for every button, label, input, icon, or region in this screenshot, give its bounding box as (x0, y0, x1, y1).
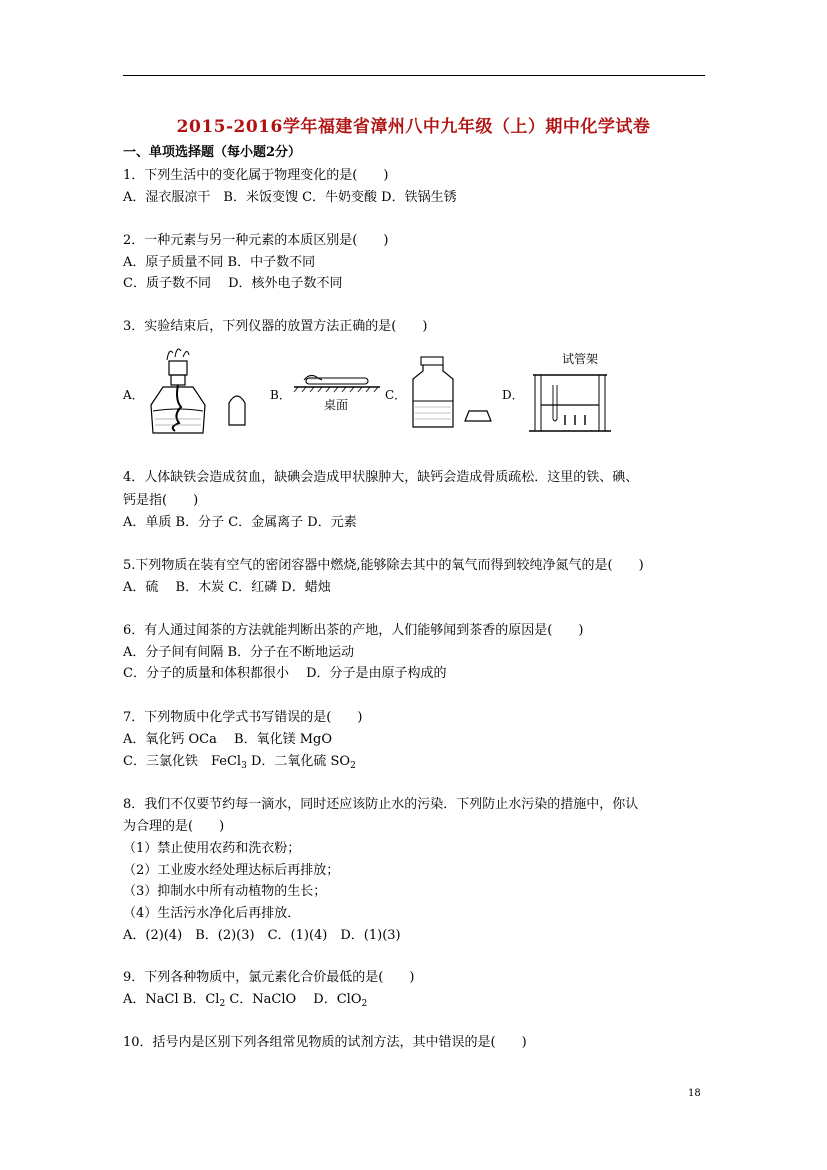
q9-option-a: A．NaCl (123, 992, 179, 1007)
question-8-item-1: （1）禁止使用农药和洗衣粉； (123, 841, 301, 856)
rack-label: 试管架 (562, 352, 599, 366)
section-heading: 一、单项选择题（每小题2分） (123, 145, 302, 160)
test-tube-rack-figure (525, 345, 615, 437)
question-7-options-1 (123, 732, 332, 748)
question-10-stem: 10．括号内是区别下列各组常见物质的试剂方法，其中错误的是( ) (123, 1035, 527, 1050)
q7-option-a: A．氧化钙 OCa (123, 732, 217, 747)
question-4-stem-1: 4．人体缺铁会造成贫血，缺碘会造成甲状腺肿大，缺钙会造成骨质疏松．这里的铁、碘、 (123, 470, 639, 485)
question-8-stem-2: 为合理的是( ) (123, 819, 225, 834)
q9-option-b: B．Cl (182, 992, 220, 1007)
question-6-stem: 6．有人通过闻茶的方法就能判断出茶的产地，人们能够闻到茶香的原因是( ) (123, 623, 584, 638)
question-8-stem-1: 8．我们不仅要节约每一滴水，同时还应该防止水的污染．下列防止水污染的措施中，你认 (123, 797, 639, 812)
question-9-stem: 9．下列各种物质中，氯元素化合价最低的是( ) (123, 970, 415, 985)
reagent-bottle-figure (405, 355, 495, 430)
q7-option-d-subscript: 2 (350, 761, 356, 771)
q7-option-d: D．二氧化硫 SO (250, 754, 351, 769)
q9-option-d-subscript: 2 (361, 999, 368, 1009)
question-4-stem-2: 钙是指( ) (123, 493, 199, 508)
table-label: 桌面 (324, 398, 349, 412)
alcohol-lamp-figure (145, 345, 260, 440)
question-5-options: A．硫 B．木炭 C．红磷 D．蜡烛 (123, 580, 331, 595)
question-8-item-3: （3）抑制水中所有动植物的生长； (123, 884, 327, 899)
q9-option-b-subscript: 2 (219, 999, 226, 1009)
page-title: 2015-2016学年福建省漳州八中九年级（上）期中化学试卷 (176, 117, 651, 137)
figure-c-label: C． (385, 388, 407, 402)
question-8-item-2: （2）工业废水经处理达标后再排放； (123, 863, 340, 878)
question-8-item-4: （4）生活污水净化后再排放． (123, 906, 301, 921)
question-7-options-2 (123, 754, 356, 774)
question-5-stem: 5.下列物质在装有空气的密闭容器中燃烧,能够除去其中的氧气而得到较纯净氮气的是( ) (123, 558, 644, 573)
question-6-options-2: C．分子的质量和体积都很小 D．分子是由原子构成的 (123, 666, 447, 681)
question-2-options-1: A．原子质量不同 B．中子数不同 (123, 255, 316, 270)
question-1-options: A．湿衣服凉干 B．米饭变馊 C．牛奶变酸 D．铁锅生锈 (123, 190, 457, 205)
figure-d-label: D． (502, 388, 524, 402)
question-2-stem: 2．一种元素与另一种元素的本质区别是( ) (123, 233, 389, 248)
q9-option-c: C．NaClO (229, 992, 297, 1007)
question-1-stem: 1．下列生活中的变化属于物理变化的是( ) (123, 168, 389, 183)
page-number: 18 (688, 1088, 701, 1099)
q7-option-b: B．氧化镁 MgO (234, 732, 333, 747)
test-tube-on-table-figure (292, 370, 384, 415)
q7-option-c-subscript: 3 (241, 761, 247, 771)
question-2-options-2: C．质子数不同 D．核外电子数不同 (123, 276, 343, 291)
question-7-stem: 7．下列物质中化学式书写错误的是( ) (123, 710, 363, 725)
question-6-options-1: A．分子间有间隔 B．分子在不断地运动 (123, 645, 355, 660)
question-3-stem: 3．实验结束后，下列仪器的放置方法正确的是( ) (123, 319, 428, 334)
question-4-options: A．单质 B．分子 C．金属离子 D．元素 (123, 515, 357, 530)
q9-option-d: D．ClO (313, 992, 362, 1007)
figure-a-label: A． (123, 388, 144, 402)
header-rule (123, 75, 705, 76)
q7-option-c: C．三氯化铁 FeCl (123, 754, 242, 769)
figure-b-label: B． (270, 388, 291, 402)
question-8-options: A．(2)(4) B．(2)(3) C．(1)(4) D．(1)(3) (123, 928, 401, 943)
question-9-options (123, 992, 367, 1012)
